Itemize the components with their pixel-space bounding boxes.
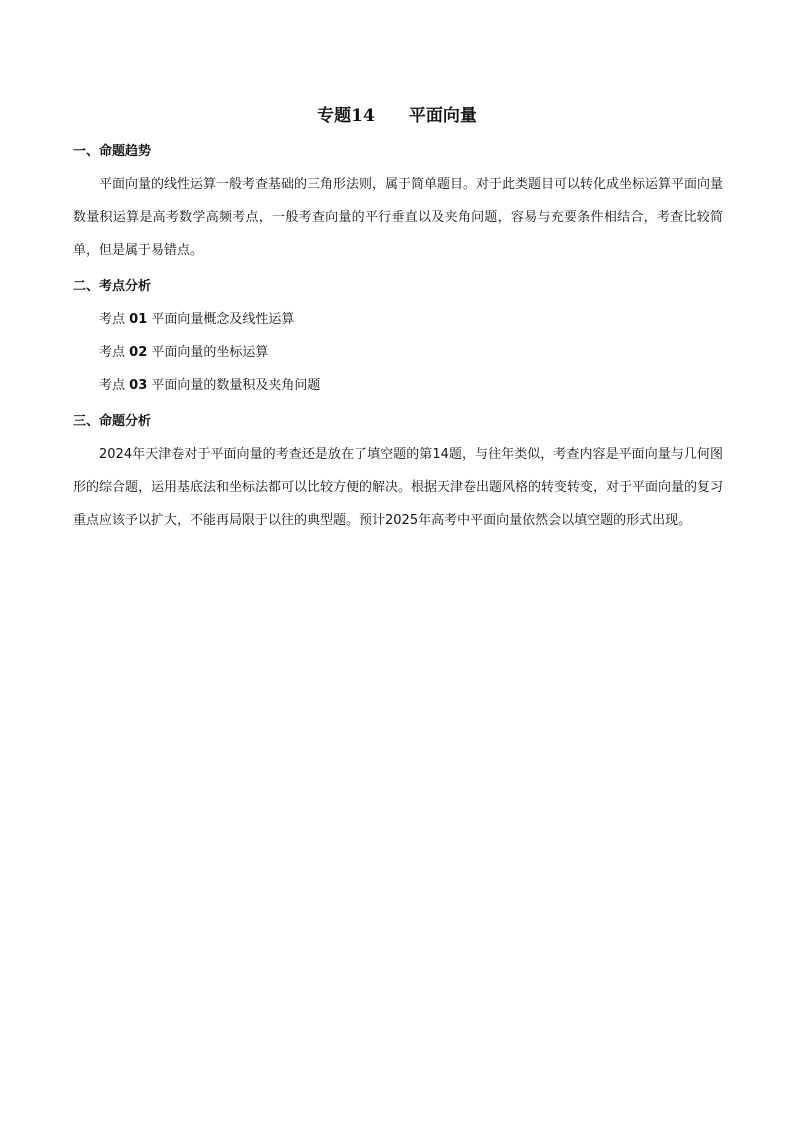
exam-point-item [73, 369, 723, 402]
exam-point-code: 02 [129, 345, 148, 360]
exam-point-prefix: 考点 [99, 345, 126, 360]
section-analysis-points [73, 275, 723, 402]
title-topic-name: 平面向量 [408, 106, 477, 126]
section-heading-points: 二、考点分析 [73, 279, 152, 294]
exam-point-code: 01 [129, 312, 148, 327]
document-body [73, 140, 723, 537]
section-heading-analysis: 三、命题分析 [73, 414, 152, 429]
exam-point-item [73, 303, 723, 336]
exam-point-text: 平面向量的坐标运算 [151, 345, 269, 360]
exam-point-prefix: 考点 [99, 312, 126, 327]
section-paragraph-trend: 平面向量的线性运算一般考查基础的三角形法则，属于简单题目。对于此类题目可以转化成坐标运算平面向量数量积运算是高考数学高频考点，一般考查向量的平行垂直以及夹角问题，容易与充要条件相结合，考查比较简单，但是属于易错点。 [73, 177, 724, 258]
section-proposition-analysis [73, 410, 723, 537]
exam-point-text: 平面向量的数量积及夹角问题 [151, 378, 321, 393]
exam-point-prefix: 考点 [99, 378, 126, 393]
exam-point-item [73, 336, 723, 369]
page-title [0, 104, 794, 128]
exam-point-code: 03 [129, 378, 148, 393]
section-trend [73, 140, 723, 267]
exam-point-text: 平面向量概念及线性运算 [151, 312, 295, 327]
title-topic-number: 专题14 [317, 106, 375, 126]
section-heading-trend: 一、命题趋势 [73, 144, 152, 159]
section-paragraph-analysis: 2024年天津卷对于平面向量的考查还是放在了填空题的第14题，与往年类似，考查内容是平面向量与几何图形的综合题，运用基底法和坐标法都可以比较方便的解决。根据天津卷出题风格的转变转变，对于平面向量的复习重点应该予以扩大，不能再局限于以往的典型题。预计2025年高考中平面向量依然会以填空题的形式出现。 [73, 447, 724, 528]
